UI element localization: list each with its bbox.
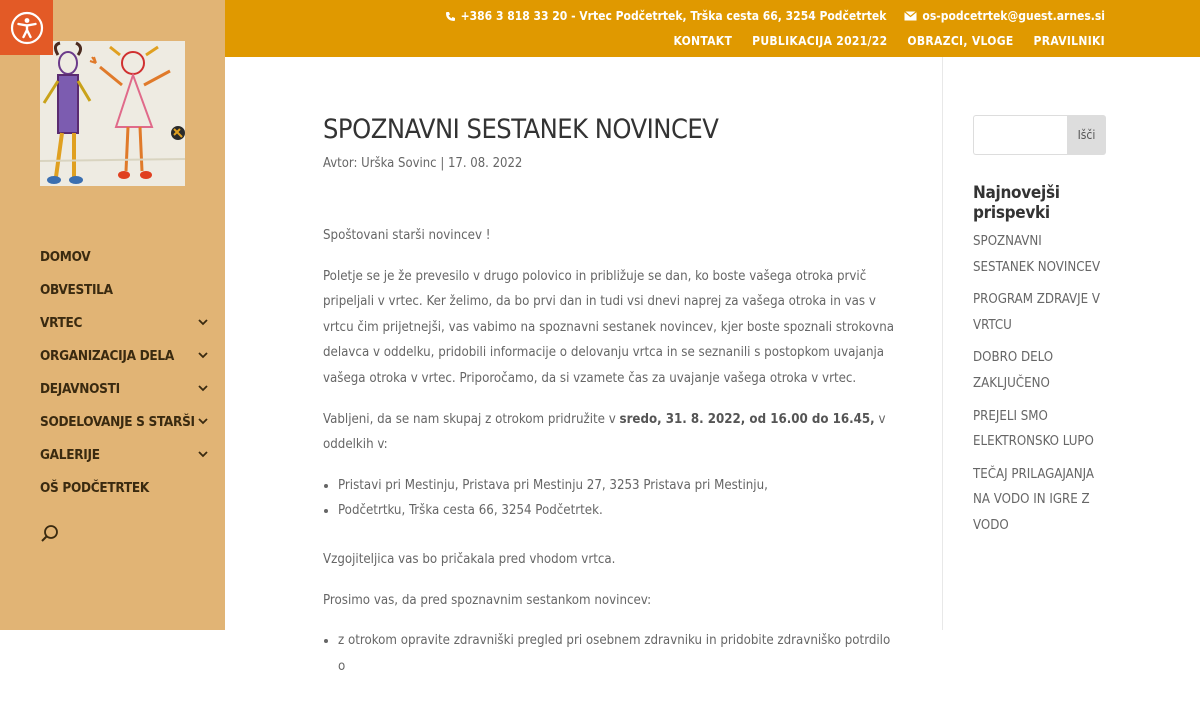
nav-item-vrtec[interactable] — [40, 306, 210, 339]
greeting-paragraph: Spoštovani starši novincev ! — [323, 228, 491, 243]
contact-info — [445, 9, 1105, 23]
location-list — [338, 473, 898, 524]
intro-paragraph: Poletje se je že prevesilo v drugo polovico in približuje se dan, ko boste vašega otroka prvič pripeljali v vrtec. Ker želimo, da bo prvi dan in tudi vsi dnevi naprej za vašega otroka in vas v vrtcu čim prijetnejši, vas vabimo na spoznavni sestanek novincev, kjer boste spoznali strokovna delavca v oddelku, pridobili informacije o delovanju vrtca in se seznanili s postopkom uvajanja vašega otroka v vrtec. Priporočamo, da si vzamete čas za uvajanje vašega otroka v vrtec. — [323, 268, 895, 386]
post-meta — [323, 156, 898, 171]
nav-item-label: DEJAVNOSTI — [40, 380, 120, 397]
nav-item-os-podcetrtek[interactable] — [40, 471, 210, 504]
search-icon[interactable] — [40, 524, 70, 548]
chevron-down-icon[interactable] — [196, 316, 210, 330]
post-body — [323, 223, 898, 679]
top-nav-pravilniki[interactable]: PRAVILNIKI — [1033, 34, 1105, 48]
nav-item-domov[interactable] — [40, 240, 210, 273]
logo-drawing — [40, 41, 185, 186]
phone-text: +386 3 818 33 20 - Vrtec Podčetrtek, Trška cesta 66, 3254 Podčetrtek — [460, 9, 887, 23]
top-nav-publikacija[interactable]: PUBLIKACIJA 2021/22 — [752, 34, 888, 48]
nav-item-label: OŠ PODČETRTEK — [40, 479, 149, 496]
email-link[interactable] — [904, 9, 1105, 23]
author-link[interactable]: Urška Sovinc — [361, 156, 437, 171]
content-divider — [942, 57, 943, 630]
meta-separator: | — [436, 156, 448, 171]
envelope-icon — [904, 11, 917, 21]
recent-posts-title: Najnovejši prispevki — [973, 183, 1060, 223]
recent-post-link[interactable]: DOBRO DELO ZAKLJUČENO — [973, 350, 1054, 391]
meta-prefix: Avtor: — [323, 156, 362, 171]
left-sidebar — [0, 0, 225, 630]
meeting-date: sredo, 31. 8. 2022, od 16.00 do 16.45, — [619, 411, 875, 427]
post-title: SPOZNAVNI SESTANEK NOVINCEV — [323, 114, 719, 145]
chevron-down-icon[interactable] — [196, 349, 210, 363]
chevron-down-icon[interactable] — [196, 448, 210, 462]
phone-info — [445, 9, 887, 23]
invite-text-end: v oddelkih v: — [323, 411, 886, 453]
sidebar-search — [973, 115, 1106, 155]
chevron-down-icon[interactable] — [196, 382, 210, 396]
nav-item-organizacija-dela[interactable] — [40, 339, 210, 372]
nav-item-label: VRTEC — [40, 314, 83, 331]
invite-text: Vabljeni, da se nam skupaj z otrokom pridružite v — [323, 411, 620, 427]
phone-icon — [445, 11, 456, 22]
search-input[interactable] — [973, 115, 1067, 155]
request-paragraph: Prosimo vas, da pred spoznavnim sestankom novincev: — [323, 592, 652, 608]
post-article — [323, 112, 898, 702]
nav-item-dejavnosti[interactable] — [40, 372, 210, 405]
recent-post-link[interactable]: SPOZNAVNI SESTANEK NOVINCEV — [973, 234, 1101, 275]
post-date: 17. 08. 2022 — [447, 156, 523, 171]
nav-item-sodelovanje-s-starsi[interactable] — [40, 405, 210, 438]
recent-posts-list — [973, 229, 1106, 539]
top-nav — [673, 34, 1105, 48]
email-text: os-podcetrtek@guest.arnes.si — [922, 9, 1105, 23]
nav-item-label: SODELOVANJE S STARŠI — [40, 413, 195, 430]
top-header — [225, 0, 1200, 57]
recent-post-link[interactable]: PROGRAM ZDRAVJE V VRTCU — [973, 292, 1100, 333]
nav-item-galerije[interactable] — [40, 438, 210, 471]
list-item: • Podčetrtku, Trška cesta 66, 3254 Podčetrtek. — [338, 498, 898, 524]
chevron-down-icon[interactable] — [196, 415, 210, 429]
invite-paragraph — [323, 407, 898, 458]
right-sidebar — [973, 115, 1106, 546]
nav-item-label: OBVESTILA — [40, 281, 113, 298]
nav-item-label: ORGANIZACIJA DELA — [40, 347, 174, 364]
recent-post-link[interactable]: TEČAJ PRILAGAJANJA NA VODO IN IGRE Z VODO — [973, 466, 1095, 533]
nav-item-label: GALERIJE — [40, 446, 100, 463]
recent-post-link[interactable]: PREJELI SMO ELEKTRONSKO LUPO — [973, 408, 1094, 450]
main-nav — [40, 240, 210, 504]
teacher-paragraph: Vzgojiteljica vas bo pričakala pred vhodom vrtca. — [323, 551, 616, 567]
accessibility-icon — [10, 11, 44, 45]
nav-item-obvestila[interactable] — [40, 273, 210, 306]
search-button[interactable]: Išči — [1067, 115, 1106, 155]
list-item: • z otrokom opravite zdravniški pregled pri osebnem zdravniku in pridobite zdravniško potrdilo o — [338, 628, 898, 679]
list-item: • Pristavi pri Mestinju, Pristava pri Mestinju 27, 3253 Pristava pri Mestinju, — [338, 473, 898, 499]
request-list — [338, 628, 898, 679]
accessibility-button[interactable] — [0, 0, 53, 55]
top-nav-obrazci-vloge[interactable]: OBRAZCI, VLOGE — [907, 34, 1014, 48]
child-drawing-logo[interactable] — [40, 41, 185, 186]
nav-item-label: DOMOV — [40, 248, 91, 265]
top-nav-kontakt[interactable]: KONTAKT — [673, 34, 733, 48]
